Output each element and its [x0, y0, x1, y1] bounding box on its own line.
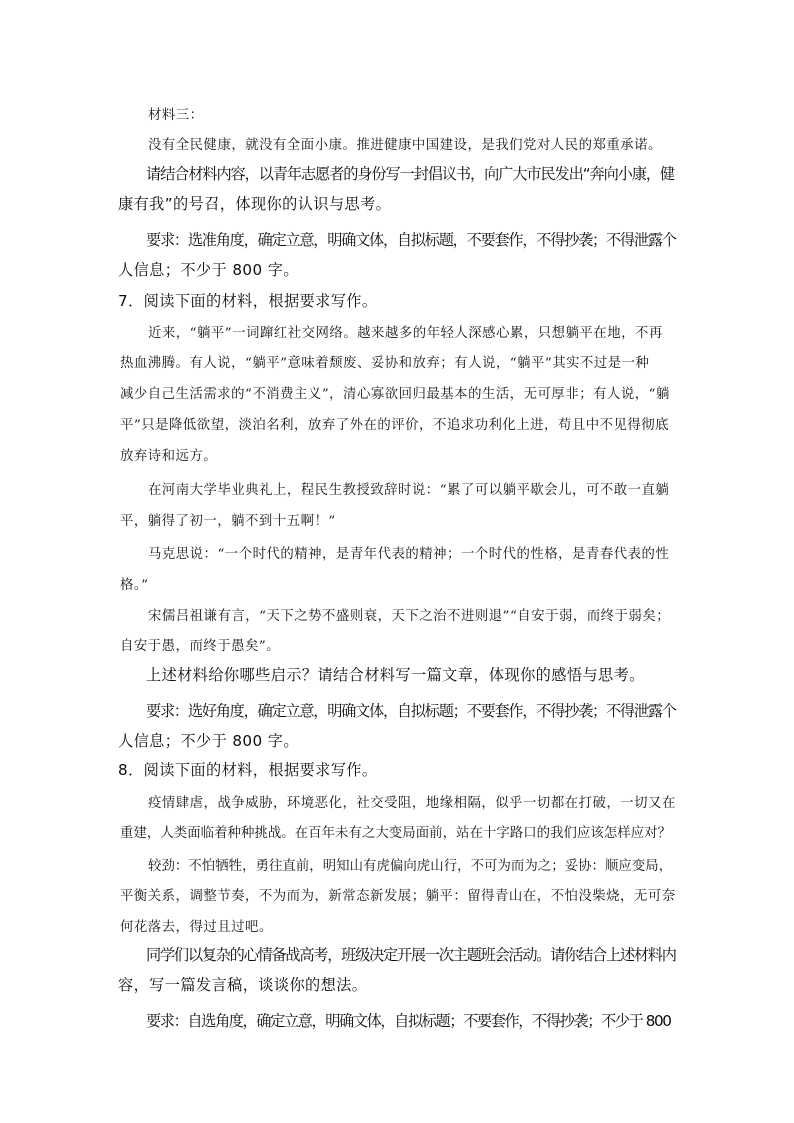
q8-material-line-1: 疫情肆虐，战争威胁，环境恶化，社交受阻，地缘相隔，似乎一切都在打破，一切又在: [148, 796, 676, 811]
q7-quote-line-1: 在河南大学毕业典礼上，程民生教授致辞时说：“累了可以躺平歇会儿，可不敢一直躺: [148, 483, 670, 498]
q7-requirements-line-2: 人信息；不少于 800 字。: [118, 732, 299, 750]
q7-marx-line-2: 格。”: [120, 578, 149, 593]
question-7-heading: 7．阅读下面的材料，根据要求写作。: [118, 292, 378, 310]
q8-prompt-line-1: 同学们以复杂的心情备战高考，班级决定开展一次主题班会活动。请你结合上述材料内: [146, 946, 676, 964]
q7-lv-line-1: 宋儒吕祖谦有言，“天下之势不盛则衰，天下之治不进则退”“自安于弱，而终于弱矣；: [148, 609, 671, 624]
q8-prompt-line-2: 容，写一篇发言稿，谈谈你的想法。: [118, 976, 368, 994]
q8-material-line-2: 重建，人类面临着种种挑战。在百年未有之大变局面前，站在十字路口的我们应该怎样应对？: [120, 826, 672, 841]
q7-material-line-4: 平”只是降低欲望，淡泊名利，放弃了外在的评价，不追求功利化上进，苟且中不见得彻底: [120, 418, 670, 433]
material-three-text: 没有全民健康，就没有全面小康。推进健康中国建设，是我们党对人民的郑重承诺。: [148, 138, 662, 153]
q7-material-line-1: 近来，“躺平”一词蹿红社交网络。越来越多的年轻人深感心累，只想躺平在地，不再: [148, 326, 663, 341]
task-6-prompt-line-1: 请结合材料内容，以青年志愿者的身份写一封倡议书，向广大市民发出“奔向小康，健: [146, 165, 675, 183]
task-6-requirements-line-2: 人信息；不少于 800 字。: [118, 261, 299, 279]
q7-material-line-2: 热血沸腾。有人说，“躺平”意味着颓废、妥协和放弃；有人说，“躺平”其实不过是一种: [120, 356, 650, 371]
q7-requirements-line-1: 要求：选好角度，确定立意，明确文体，自拟标题；不要套作，不得抄袭；不得泄露个: [146, 702, 676, 720]
q7-material-line-3: 减少自己生活需求的“不消费主义”，清心寡欲回归最基本的生活，无可厚非；有人说，“躺: [120, 387, 670, 402]
task-6-requirements-line-1: 要求：选准角度，确定立意，明确文体，自拟标题，不要套作，不得抄袭；不得泄露个: [146, 231, 676, 249]
q8-requirements-line-1: 要求：自选角度，确定立意，明确文体，自拟标题；不要套作，不得抄袭；不少于 800: [146, 1012, 671, 1030]
q7-marx-line-1: 马克思说：“一个时代的精神，是青年代表的精神；一个时代的性格，是青春代表的性: [148, 547, 670, 562]
task-6-prompt-line-2: 康有我”的号召，体现你的认识与思考。: [118, 195, 392, 213]
question-8-heading: 8．阅读下面的材料，根据要求写作。: [118, 761, 378, 779]
q7-prompt: 上述材料给你哪些启示？请结合材料写一篇文章，体现你的感悟与思考。: [146, 666, 645, 684]
q7-quote-line-2: 平，躺得了初一，躺不到十五啊！”: [120, 514, 336, 529]
q8-attitudes-line-1: 较劲：不怕牺牲，勇往直前，明知山有虎偏向虎山行，不可为而为之；妥协：顺应变局，: [148, 859, 673, 874]
q8-attitudes-line-2: 平衡关系，调整节奏，不为而为，新常态新发展；躺平：留得青山在，不怕没柴烧，无可奈: [120, 889, 676, 904]
q7-material-line-5: 放弃诗和远方。: [120, 449, 218, 464]
q7-lv-line-2: 自安于愚，而终于愚矣”。: [120, 639, 281, 654]
material-three-label: 材料三：: [148, 108, 204, 123]
q8-attitudes-line-3: 何花落去，得过且过吧。: [120, 920, 273, 935]
